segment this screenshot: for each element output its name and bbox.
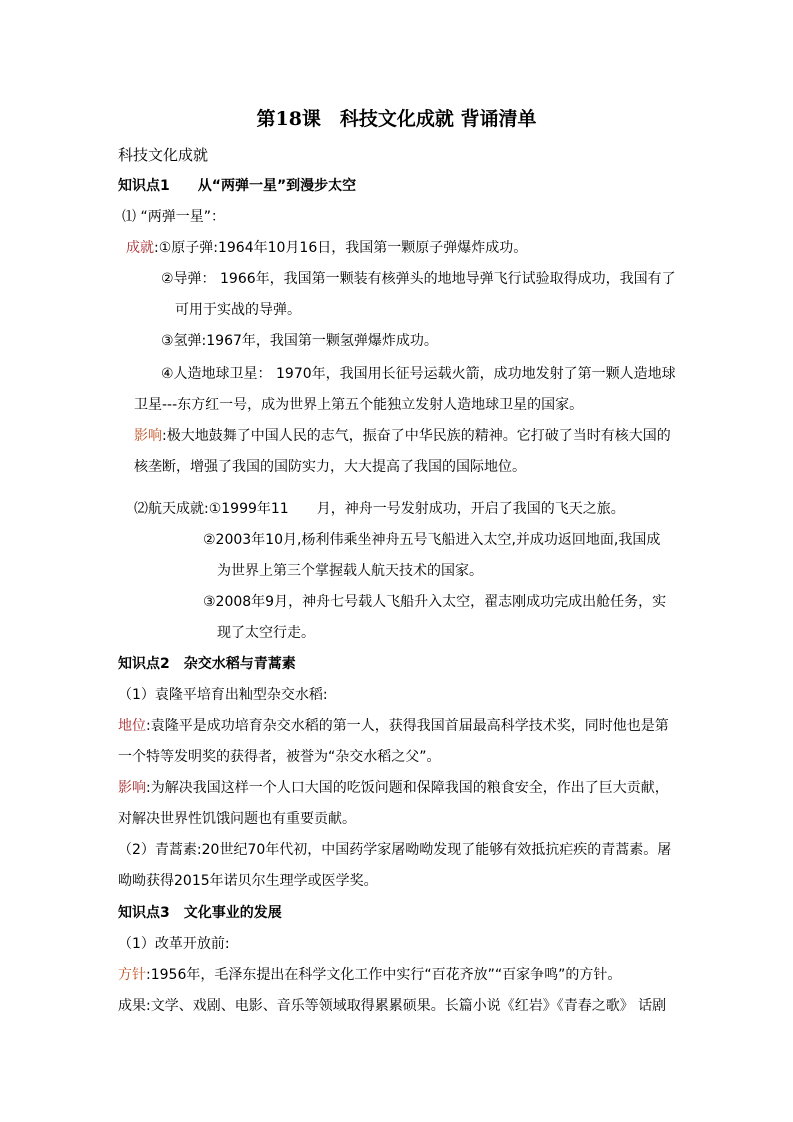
k1-space-line-1: ⑵航天成就:①1999年11 月，神舟一号发射成功，开启了我国的飞天之旅。 <box>134 501 625 517</box>
k3-item-1-heading: （1）改革开放前: <box>118 936 230 952</box>
influence-label: 影响 <box>134 428 162 444</box>
k1-space-line-3a: ③2008年9月，神舟七号载人飞船升入太空，翟志刚成功完成出舱任务，实 <box>203 594 667 610</box>
knowledge-point-2-heading: 知识点2 杂交水稻与青蒿素 <box>118 656 296 672</box>
section-heading: 科技文化成就 <box>118 146 209 164</box>
k2-influence-line-b: 对解决世界性饥饿问题也有重要贡献。 <box>118 811 356 827</box>
k2-artemisinin-line-a: （2）青蒿素:20世纪70年代初，中国药学家屠呦呦发现了能够有效抵抗疟疾的青蒿素。屠 <box>118 842 672 858</box>
influence-label-2: 影响 <box>118 780 146 796</box>
k3-policy-line <box>118 965 621 985</box>
knowledge-point-3-heading: 知识点3 文化事业的发展 <box>118 905 282 921</box>
achievement-text: :①原子弹:1964年10月16日，我国第一颗原子弹爆炸成功。 <box>154 240 528 256</box>
k1-item-1-heading: ⑴ “两弹一星”： <box>122 209 225 225</box>
status-label: 地位 <box>118 718 146 734</box>
k2-status-line-b: 一个特等发明奖的获得者，被誉为“杂交水稻之父”。 <box>118 749 441 765</box>
policy-text: :1956年，毛泽东提出在科学文化工作中实行“百花齐放”“百家争鸣”的方针。 <box>146 967 622 983</box>
k2-item-1-heading: （1）袁隆平培育出籼型杂交水稻: <box>118 687 328 703</box>
k1-missile-line-b: 可用于实战的导弹。 <box>175 302 301 318</box>
k2-influence-line-a <box>118 778 669 798</box>
k1-space-line-2b: 为世界上第三个掌握载人航天技术的国家。 <box>217 563 483 579</box>
k1-space-line-2a: ②2003年10月,杨利伟乘坐神舟五号飞船进入太空,并成功返回地面,我国成 <box>203 532 661 548</box>
k1-missile-line-a: ②导弹： 1966年，我国第一颗装有核弹头的地地导弹飞行试验取得成功，我国有了 <box>161 271 676 287</box>
influence-text-2: :为解决我国这样一个人口大国的吃饭问题和保障我国的粮食安全，作出了巨大贡献， <box>146 780 669 796</box>
k3-results-line: 成果:文学、戏剧、电影、音乐等领域取得累累硕果。长篇小说《红岩》《青春之歌》 话剧 <box>118 998 667 1014</box>
knowledge-point-1-heading: 知识点1 从“两弹一星”到漫步太空 <box>118 178 357 194</box>
page-title: 第18课 科技文化成就 背诵清单 <box>256 108 537 130</box>
status-text: :袁隆平是成功培育杂交水稻的第一人，获得我国首届最高科学技术奖，同时他也是第 <box>146 718 669 734</box>
k1-influence-line-b: 核垄断，增强了我国的国防实力，大大提高了我国的国际地位。 <box>134 459 526 475</box>
policy-label: 方针 <box>118 967 146 983</box>
k1-space-line-3b: 现了太空行走。 <box>217 625 315 641</box>
achievement-label: 成就 <box>126 240 154 256</box>
influence-text: :极大地鼓舞了中国人民的志气，振奋了中华民族的精神。它打破了当时有核大国的 <box>162 428 671 444</box>
k1-satellite-line-a: ④人造地球卫星： 1970年，我国用长征号运载火箭，成功地发射了第一颗人造地球 <box>161 366 676 382</box>
k1-satellite-line-b: 卫星---东方红一号，成为世界上第五个能独立发射人造地球卫星的国家。 <box>134 397 584 413</box>
k1-hbomb-line: ③氢弹:1967年，我国第一颗氢弹爆炸成功。 <box>161 333 438 349</box>
k1-achievement-line <box>126 238 527 258</box>
k1-influence-line-a <box>134 426 671 446</box>
k2-artemisinin-line-b: 呦呦获得2015年诺贝尔生理学或医学奖。 <box>118 873 378 889</box>
k2-status-line-a <box>118 716 669 736</box>
